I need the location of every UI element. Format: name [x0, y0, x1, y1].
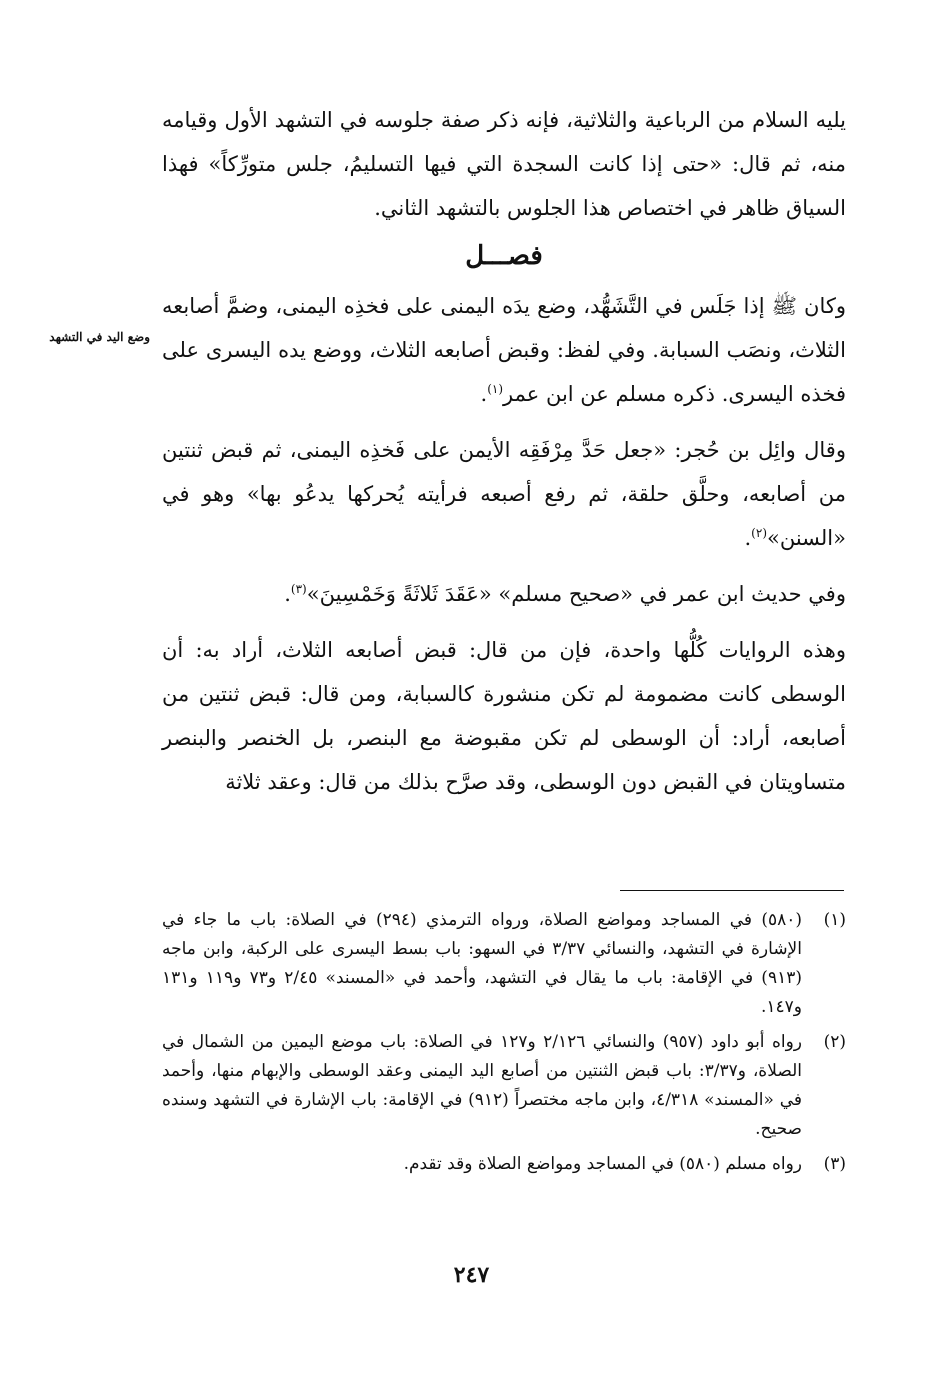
paragraph-4-text: وفي حديث ابن عمر في «صحيح مسلم» «عَقَدَ ثَلاثَةً وَخَمْسِينَ» [306, 582, 846, 606]
paragraph-1: يليه السلام من الرباعية والثلاثية، فإنه ذكر صفة جلوسه في التشهد الأول وقيامه منه، ثم قال: «حتى إذا كانت السجدة التي فيها التسليمُ، جلس متورِّكاً» فهذا السياق ظاهر في اختصاص هذا الجلوس بالتشهد الثاني. [162, 108, 846, 220]
footnote-ref-3[interactable]: (٣) [290, 582, 307, 596]
paragraph-5: وهذه الروايات كُلُّها واحدة، فإن من قال: قبض أصابعه الثلاث، أراد به: أن الوسطى كانت مضمومة لم تكن منشورة كالسبابة، ومن قال: قبض ثنتين من أصابعه، أراد: أن الوسطى لم تكن مقبوضة مع البنصر، بل الخنصر والبنصر متساويتان في القبض دون الوسطى، وقد صرَّح بذلك من قال: وعقد ثلاثة [162, 638, 846, 794]
footnote-3 [162, 1150, 846, 1179]
paragraph-2: وكان ﷺ إذا جَلَس في التَّشَهُّد، وضع يدَه اليمنى على فخذِه اليمنى، وضمَّ أصابعه الثلاث، ونصَب السبابة. وفي لفظ: وقبض أصابعه الثلاث، ووضع يده اليسرى على فخذه اليسرى. ذكره مسلم عن ابن عمر$^{(١)}$. [162, 294, 846, 406]
footnote-text: رواه أبو داود (٩٥٧) والنسائي ٢/١٢٦ و١٢٧ في الصلاة: باب موضع اليمين من الشمال في الصلاة، و٣/٣٧: باب قبض الثنتين من أصابع اليد اليمنى وعقد الوسطى والإبهام منها، وأحمد في «المسند» ٤/٣١٨، وابن ماجه مختصراً (٩١٢) في الإقامة: باب الإشارة في التشهد وسنده صحيح. [162, 1032, 802, 1139]
margin-note: وضع اليد في التشهد [49, 330, 150, 344]
footnote-number: (٢) [823, 1032, 846, 1052]
footnote-text: (٥٨٠) في المساجد ومواضع الصلاة، ورواه الترمذي (٢٩٤) في الصلاة: باب ما جاء في الإشارة في التشهد، والنسائي ٣/٣٧ في السهو: باب بسط اليسرى على الركبة، وابن ماجه (٩١٣) في الإقامة: باب ما يقال في التشهد، وأحمد في «المسند» ٢/٤٥ و٧٣ و١١٩ و١٣١ و١٤٧. [162, 910, 803, 1017]
paragraph-3: وقال وائِل بن حُجر: «جعل حَدَّ مِرْفَقِه الأيمن على فَخذِه اليمنى، ثم قبض ثنتين من أصابعه، وحلَّق حلقة، ثم رفع أصبعه فرأيته يُحركها يدعُو بها» وهو في «السنن»$^{(٢)}$. [162, 438, 846, 550]
footnote-divider [620, 890, 844, 891]
page-number: ٢٤٧ [453, 1262, 490, 1288]
footnote-text: رواه مسلم (٥٨٠) في المساجد ومواضع الصلاة وقد تقدم. [403, 1154, 802, 1174]
section-heading: فصـــل [465, 241, 543, 271]
paragraph-3-text: وقال وائِل بن حُجر: «جعل حَدَّ مِرْفَقِه الأيمن على فَخذِه اليمنى، ثم قبض ثنتين من أصابعه، وحلَّق حلقة، ثم رفع أصبعه فرأيته يُحركها يدعُو بها» وهو في «السنن» [162, 438, 846, 550]
footnote-1 [162, 906, 846, 1022]
footnote-ref-2[interactable]: (٢) [751, 526, 767, 540]
footnote-number: (١) [823, 910, 846, 930]
main-text [162, 98, 846, 804]
footnote-ref-1[interactable]: (١) [487, 382, 504, 396]
paragraph-2-text: وكان ﷺ إذا جَلَس في التَّشَهُّد، وضع يدَه اليمنى على فخذِه اليمنى، وضمَّ أصابعه الثلاث، ونصَب السبابة. وفي لفظ: وقبض أصابعه الثلاث، ووضع يده اليسرى على فخذه اليسرى. ذكره مسلم عن ابن عمر [162, 294, 846, 406]
footnote-number: (٣) [823, 1154, 846, 1174]
footnote-2 [162, 1028, 846, 1144]
footnotes [162, 906, 846, 1185]
paragraph-4: وفي حديث ابن عمر في «صحيح مسلم» «عَقَدَ ثَلاثَةً وَخَمْسِينَ»$^{(٣)}$. [284, 582, 846, 606]
